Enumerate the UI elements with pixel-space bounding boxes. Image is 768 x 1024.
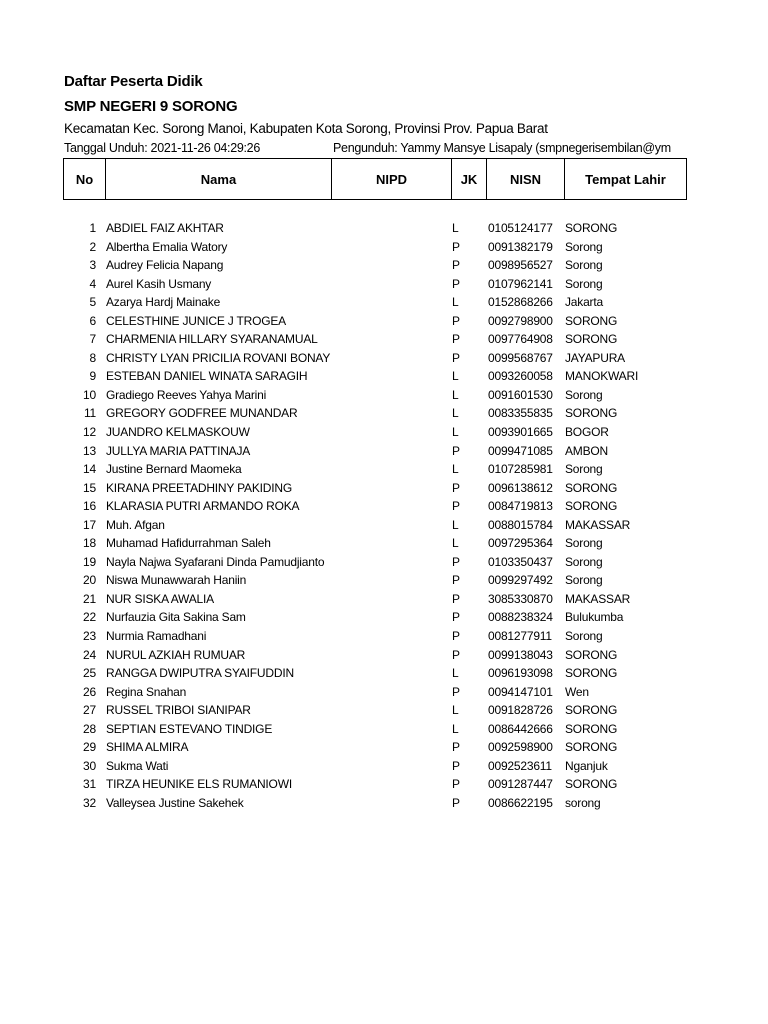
- birthplace: Sorong: [565, 462, 603, 477]
- row-number: 29: [83, 740, 96, 755]
- row-number: 21: [83, 591, 96, 606]
- nisn: 0086442666: [488, 721, 553, 736]
- download-info: [64, 141, 688, 157]
- gender: L: [452, 425, 459, 440]
- nisn: 0088015784: [488, 517, 553, 532]
- row-number: 31: [83, 777, 96, 792]
- nisn: 0107962141: [488, 276, 553, 291]
- gender: P: [452, 499, 460, 514]
- birthplace: Bulukumba: [565, 610, 624, 625]
- nisn: 0103350437: [488, 554, 553, 569]
- nisn: 0097764908: [488, 332, 553, 347]
- student-name: Nurfauzia Gita Sakina Sam: [106, 610, 246, 625]
- table-row: [0, 665, 768, 684]
- gender: P: [452, 350, 460, 365]
- row-number: 10: [83, 387, 96, 402]
- row-number: 23: [83, 629, 96, 644]
- nisn: 0093260058: [488, 369, 553, 384]
- table-row: [0, 647, 768, 666]
- nisn: 0099471085: [488, 443, 553, 458]
- gender: P: [452, 795, 460, 810]
- downloader: Pengunduh: Yammy Mansye Lisapaly (smpnegerisembilan@ym: [333, 141, 671, 155]
- gender: P: [452, 610, 460, 625]
- row-number: 26: [83, 684, 96, 699]
- table-row: [0, 220, 768, 239]
- nisn: 0083355835: [488, 406, 553, 421]
- student-name: RANGGA DWIPUTRA SYAIFUDDIN: [106, 666, 294, 681]
- row-number: 7: [89, 332, 96, 347]
- birthplace: Sorong: [565, 573, 603, 588]
- student-name: JULLYA MARIA PATTINAJA: [106, 443, 251, 458]
- birthplace: SORONG: [565, 499, 618, 514]
- student-name: Muhamad Hafidurrahman Saleh: [106, 536, 271, 551]
- student-name: Muh. Afgan: [106, 517, 165, 532]
- birthplace: MAKASSAR: [565, 517, 631, 532]
- student-name: ESTEBAN DANIEL WINATA SARAGIH: [106, 369, 308, 384]
- student-name: NURUL AZKIAH RUMUAR: [106, 647, 246, 662]
- gender: L: [452, 517, 459, 532]
- nisn: 0092523611: [488, 758, 552, 773]
- nisn: 0099297492: [488, 573, 553, 588]
- birthplace: MAKASSAR: [565, 591, 631, 606]
- student-name: RUSSEL TRIBOI SIANIPAR: [106, 703, 251, 718]
- row-number: 17: [83, 517, 96, 532]
- table-row: [0, 405, 768, 424]
- student-name: Albertha Emalia Watory: [106, 239, 228, 254]
- birthplace: Sorong: [565, 554, 603, 569]
- nisn: 0081277911: [488, 629, 552, 644]
- nisn: 0098956527: [488, 258, 553, 273]
- birthplace: Nganjuk: [565, 758, 608, 773]
- download-date: Tanggal Unduh: 2021-11-26 04:29:26: [64, 141, 260, 155]
- table-row: [0, 591, 768, 610]
- table-row: [0, 609, 768, 628]
- birthplace: Sorong: [565, 536, 603, 551]
- student-name: GREGORY GODFREE MUNANDAR: [106, 406, 298, 421]
- gender: P: [452, 443, 460, 458]
- row-number: 19: [83, 554, 96, 569]
- student-name: Valleysea Justine Sakehek: [106, 795, 244, 810]
- student-name: NUR SISKA AWALIA: [106, 591, 214, 606]
- table-row: [0, 702, 768, 721]
- table-body: [0, 220, 768, 814]
- birthplace: MANOKWARI: [565, 369, 639, 384]
- birthplace: SORONG: [565, 740, 618, 755]
- birthplace: sorong: [565, 795, 601, 810]
- table-row: [0, 424, 768, 443]
- student-name: SEPTIAN ESTEVANO TINDIGE: [106, 721, 273, 736]
- gender: P: [452, 332, 460, 347]
- row-number: 27: [83, 703, 96, 718]
- column-header-nipd: NIPD: [332, 159, 452, 200]
- student-name: JUANDRO KELMASKOUW: [106, 425, 250, 440]
- gender: P: [452, 740, 460, 755]
- nisn: 0086622195: [488, 795, 553, 810]
- row-number: 32: [83, 795, 96, 810]
- nisn: 0088238324: [488, 610, 553, 625]
- row-number: 1: [89, 221, 96, 235]
- birthplace: Sorong: [565, 387, 603, 402]
- table-row: [0, 758, 768, 777]
- nisn: 0099568767: [488, 350, 553, 365]
- table-row: [0, 517, 768, 536]
- row-number: 24: [83, 647, 96, 662]
- student-name: Gradiego Reeves Yahya Marini: [106, 387, 267, 402]
- student-name: Azarya Hardj Mainake: [106, 295, 221, 310]
- birthplace: Jakarta: [565, 295, 603, 310]
- nisn: 0091828726: [488, 703, 553, 718]
- nisn: 0091601530: [488, 387, 553, 402]
- row-number: 28: [83, 721, 96, 736]
- table-row: [0, 684, 768, 703]
- nisn: 3085330870: [488, 591, 553, 606]
- column-header-nama: Nama: [106, 159, 332, 200]
- table-row: [0, 239, 768, 258]
- student-name: Niswa Munawwarah Haniin: [106, 573, 247, 588]
- student-name: Aurel Kasih Usmany: [106, 276, 212, 291]
- gender: P: [452, 573, 460, 588]
- gender: L: [452, 221, 459, 235]
- birthplace: SORONG: [565, 647, 618, 662]
- row-number: 20: [83, 573, 96, 588]
- student-name: Nurmia Ramadhani: [106, 629, 207, 644]
- table-row: [0, 350, 768, 369]
- student-name: Nayla Najwa Syafarani Dinda Pamudjianto: [106, 554, 325, 569]
- birthplace: JAYAPURA: [565, 350, 625, 365]
- birthplace: SORONG: [565, 480, 618, 495]
- birthplace: SORONG: [565, 666, 618, 681]
- birthplace: SORONG: [565, 406, 618, 421]
- document-title: Daftar Peserta Didik: [64, 73, 203, 90]
- row-number: 4: [89, 276, 96, 291]
- student-name: Audrey Felicia Napang: [106, 258, 224, 273]
- gender: P: [452, 258, 460, 273]
- table-row: [0, 498, 768, 517]
- row-number: 11: [83, 406, 96, 421]
- row-number: 30: [83, 758, 96, 773]
- column-header-no: No: [64, 159, 106, 200]
- row-number: 8: [89, 350, 96, 365]
- student-name: CHRISTY LYAN PRICILIA ROVANI BONAY: [106, 350, 331, 365]
- table-row: [0, 554, 768, 573]
- nisn: 0096193098: [488, 666, 553, 681]
- table-row: [0, 480, 768, 499]
- table-row: [0, 387, 768, 406]
- location-line: Kecamatan Kec. Sorong Manoi, Kabupaten Kota Sorong, Provinsi Prov. Papua Barat: [64, 121, 548, 136]
- row-number: 18: [83, 536, 96, 551]
- birthplace: Sorong: [565, 258, 603, 273]
- table-row: [0, 443, 768, 462]
- gender: L: [452, 536, 459, 551]
- table-row: [0, 294, 768, 313]
- student-name: ABDIEL FAIZ AKHTAR: [106, 221, 224, 235]
- gender: P: [452, 276, 460, 291]
- gender: P: [452, 313, 460, 328]
- gender: P: [452, 647, 460, 662]
- student-name: Regina Snahan: [106, 684, 187, 699]
- table-row: [0, 795, 768, 814]
- student-name: TIRZA HEUNIKE ELS RUMANIOWI: [106, 777, 292, 792]
- nisn: 0092798900: [488, 313, 553, 328]
- birthplace: SORONG: [565, 332, 618, 347]
- nisn: 0099138043: [488, 647, 553, 662]
- student-name: CELESTHINE JUNICE J TROGEA: [106, 313, 286, 328]
- gender: P: [452, 591, 460, 606]
- gender: L: [452, 295, 459, 310]
- student-name: Justine Bernard Maomeka: [106, 462, 242, 477]
- gender: L: [452, 387, 459, 402]
- student-name: CHARMENIA HILLARY SYARANAMUAL: [106, 332, 318, 347]
- table-row: [0, 572, 768, 591]
- table-row: [0, 313, 768, 332]
- row-number: 2: [89, 239, 96, 254]
- row-number: 6: [89, 313, 96, 328]
- birthplace: SORONG: [565, 221, 618, 235]
- column-header-tempat-lahir: Tempat Lahir: [565, 159, 687, 200]
- table-row: [0, 276, 768, 295]
- nisn: 0097295364: [488, 536, 553, 551]
- birthplace: BOGOR: [565, 425, 609, 440]
- gender: P: [452, 777, 460, 792]
- gender: P: [452, 554, 460, 569]
- student-name: KLARASIA PUTRI ARMANDO ROKA: [106, 499, 300, 514]
- birthplace: SORONG: [565, 313, 618, 328]
- nisn: 0091382179: [488, 239, 553, 254]
- student-name: Sukma Wati: [106, 758, 169, 773]
- gender: L: [452, 703, 459, 718]
- table-row: [0, 721, 768, 740]
- gender: P: [452, 684, 460, 699]
- row-number: 9: [89, 369, 96, 384]
- birthplace: Sorong: [565, 629, 603, 644]
- birthplace: SORONG: [565, 703, 618, 718]
- student-name: SHIMA ALMIRA: [106, 740, 189, 755]
- table-header: [63, 158, 687, 200]
- table-row: [0, 535, 768, 554]
- row-number: 22: [83, 610, 96, 625]
- nisn: 0096138612: [488, 480, 553, 495]
- gender: L: [452, 369, 459, 384]
- column-header-jk: JK: [452, 159, 487, 200]
- student-name: KIRANA PREETADHINY PAKIDING: [106, 480, 292, 495]
- table-row: [0, 776, 768, 795]
- birthplace: SORONG: [565, 777, 618, 792]
- gender: L: [452, 666, 459, 681]
- nisn: 0107285981: [488, 462, 553, 477]
- table-row: [0, 739, 768, 758]
- gender: P: [452, 480, 460, 495]
- row-number: 14: [83, 462, 96, 477]
- birthplace: Wen: [565, 684, 589, 699]
- school-name: SMP NEGERI 9 SORONG: [64, 98, 238, 115]
- birthplace: SORONG: [565, 721, 618, 736]
- row-number: 25: [83, 666, 96, 681]
- table-row: [0, 257, 768, 276]
- row-number: 13: [83, 443, 96, 458]
- gender: L: [452, 721, 459, 736]
- nisn: 0084719813: [488, 499, 553, 514]
- table-row: [0, 331, 768, 350]
- gender: L: [452, 462, 459, 477]
- row-number: 16: [83, 499, 96, 514]
- nisn: 0092598900: [488, 740, 553, 755]
- table-row: [0, 461, 768, 480]
- row-number: 5: [89, 295, 96, 310]
- birthplace: Sorong: [565, 239, 603, 254]
- nisn: 0152868266: [488, 295, 553, 310]
- table-row: [0, 628, 768, 647]
- birthplace: Sorong: [565, 276, 603, 291]
- gender: L: [452, 406, 459, 421]
- row-number: 15: [83, 480, 96, 495]
- row-number: 3: [89, 258, 96, 273]
- nisn: 0094147101: [488, 684, 553, 699]
- column-header-nisn: NISN: [487, 159, 565, 200]
- table-row: [0, 368, 768, 387]
- gender: P: [452, 239, 460, 254]
- gender: P: [452, 758, 460, 773]
- nisn: 0093901665: [488, 425, 553, 440]
- gender: P: [452, 629, 460, 644]
- row-number: 12: [83, 425, 96, 440]
- nisn: 0091287447: [488, 777, 553, 792]
- nisn: 0105124177: [488, 221, 553, 235]
- birthplace: AMBON: [565, 443, 609, 458]
